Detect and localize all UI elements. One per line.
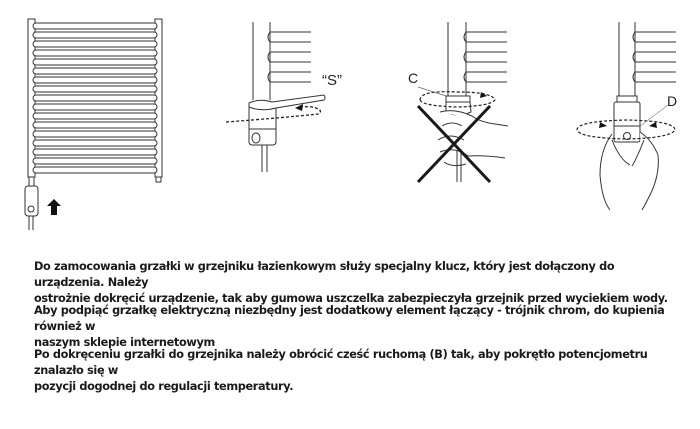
paragraph-3 [34,347,674,395]
paragraph-2-line-1: Aby podpiąć grzałkę elektryczną niezbędny jest dodatkowy element łączący - trójnik chrom, do kupienia również w [34,304,665,333]
up-arrow-icon [47,199,61,215]
label-d: D [667,93,678,109]
instructions-text-2 [34,303,674,351]
radiator-illustration [0,0,180,230]
label-s: “S” [322,72,342,89]
incorrect-method-illustration [380,0,540,200]
cross-mark-icon [418,106,490,182]
label-c: C [408,70,419,86]
paragraph-1-line-2: ostrożnie dokręcić urządzenie, tak aby gumowa uszczelka zabezpieczyła grzejnik przed wyciekiem wody. [34,292,668,305]
instructions-text-3 [34,347,674,395]
paragraph-1 [34,259,674,307]
paragraph-3-line-1: Po dokręceniu grzałki do grzejnika należy obrócić cześć ruchomą (B) tak, aby pokrętło potencjometru znalazło się w [34,348,648,377]
paragraph-2 [34,303,674,351]
paragraph-2-line-2: naszym sklepie internetowym [34,336,215,349]
paragraph-1-line-1: Do zamocowania grzałki w grzejniku łazienkowym służy specjalny klucz, który jest dołączony do urządzenia. Należy [34,260,615,289]
paragraph-3-line-2: pozycji dogodnej do regulacji temperatury. [34,380,294,393]
instructions-text [34,259,674,307]
wrench-illustration [200,0,380,200]
